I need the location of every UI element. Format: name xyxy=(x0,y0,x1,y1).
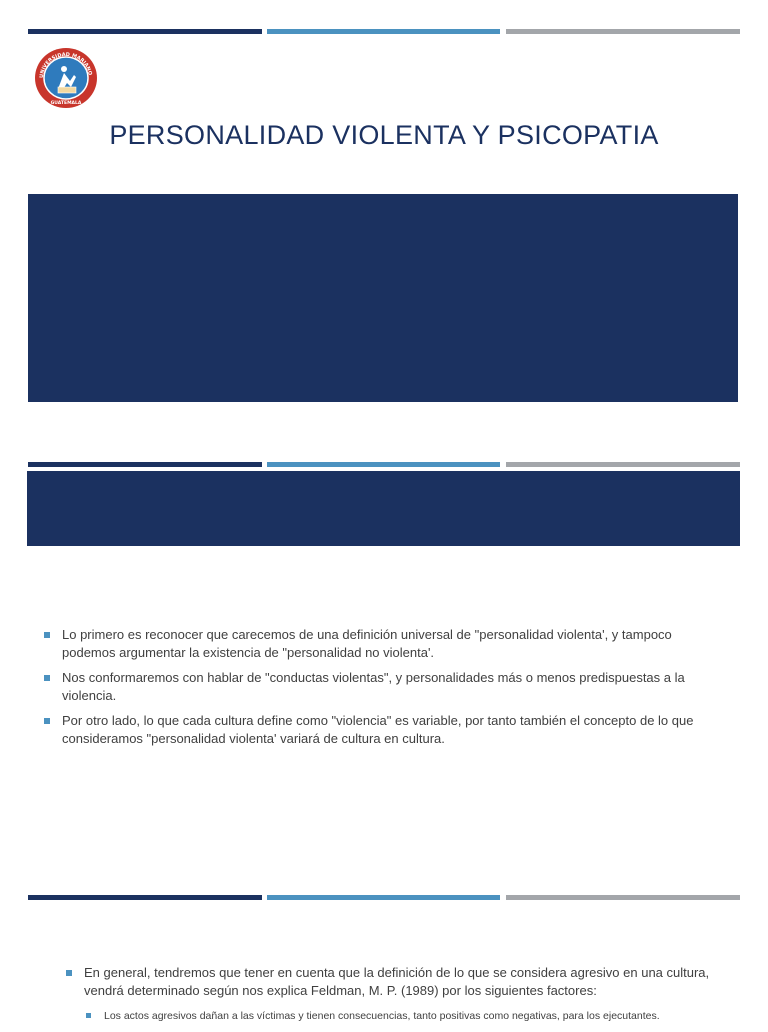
slide2-stripe-navy xyxy=(28,462,262,467)
list-item: Lo primero es reconocer que carecemos de una definición universal de "personalidad violenta', y tampoco podemos argumentar la existencia de "personalidad no violenta'. xyxy=(42,626,712,662)
svg-text:GUATEMALA: GUATEMALA xyxy=(50,101,82,106)
list-item: En general, tendremos que tener en cuenta que la definición de lo que se considera agresivo en una cultura, vendrá determinado según nos explica Feldman, M. P. (1989) por los siguientes factores: xyxy=(64,964,724,1000)
list-item: Nos conformaremos con hablar de "conductas violentas", y personalidades más o menos predispuestas a la violencia. xyxy=(42,669,712,705)
slide3-stripe-navy xyxy=(28,895,262,900)
top-stripe-navy xyxy=(28,29,262,34)
slide2-stripe-gray xyxy=(506,462,740,467)
slide1-content-panel xyxy=(28,194,738,402)
top-stripe-blue xyxy=(267,29,500,34)
slide3-stripe-gray xyxy=(506,895,740,900)
slide2-header-panel xyxy=(27,471,740,546)
slide2-stripe-blue xyxy=(267,462,500,467)
university-seal-icon xyxy=(34,47,98,109)
top-stripe-gray xyxy=(506,29,740,34)
sub-list-item: Los actos agresivos dañan a las víctimas y tienen consecuencias, tanto positivas como negativas, para los ejecutantes. xyxy=(64,1007,724,1025)
svg-text:UNIVERSIDAD MARIANO GALVEZ: UNIVERSIDAD MARIANO xyxy=(38,51,93,79)
list-item: Por otro lado, lo que cada cultura define como "violencia" es variable, por tanto también el concepto de lo que consideramos "personalidad violenta' variará de cultura en cultura. xyxy=(42,712,712,748)
slide3-bullet-list xyxy=(64,964,724,1032)
slide-title: PERSONALIDAD VIOLENTA Y PSICOPATIA xyxy=(109,120,659,150)
slide2-bullet-list xyxy=(42,626,712,755)
slide3-stripe-blue xyxy=(267,895,500,900)
